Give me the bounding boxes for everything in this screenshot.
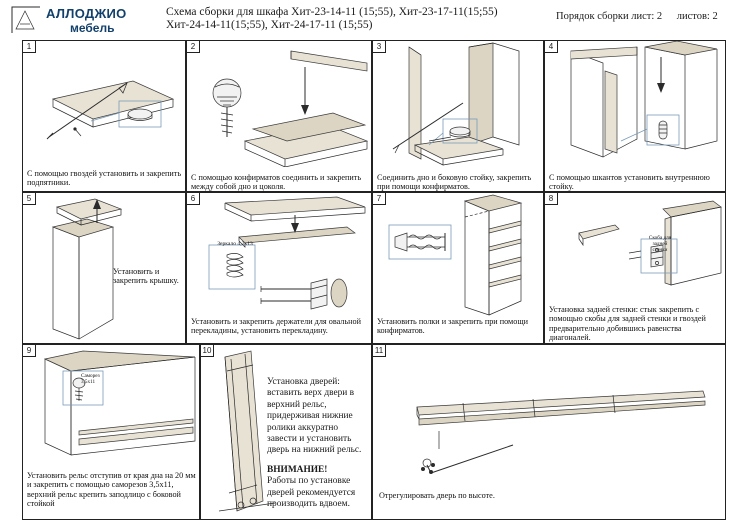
step-panel-8 <box>544 192 726 344</box>
step-9-caption: Установить рельс отступив от края дна на 20 мм и закрепить с помощью саморезов 3,5х11, верхний рельс крепить заподлицо с боковой стойкой <box>27 471 196 509</box>
step-panel-5 <box>22 192 186 344</box>
step-1-caption: С помощью гвоздей установить и закрепить подпятники. <box>27 169 182 188</box>
step-number-1: 1 <box>23 41 36 53</box>
door-warning-line2: дверей рекомендуется <box>267 487 356 498</box>
sheet-meta <box>556 11 746 22</box>
step-panel-10 <box>200 344 372 520</box>
door-text-line3: верхний рельс, <box>267 399 327 410</box>
step-panel-9 <box>22 344 200 520</box>
step-6-caption: Установить и закрепить держатели для овальной перекладины, установить перекладину. <box>191 317 361 336</box>
step-9-part-label: Саморез 3,5х11 <box>81 373 100 385</box>
step-8-illustration <box>545 193 726 305</box>
step-panel-3 <box>372 40 544 192</box>
step-7-illustration <box>373 193 544 321</box>
door-install-text <box>267 377 371 510</box>
step-number-5: 5 <box>23 193 36 205</box>
step-panel-2 <box>186 40 372 192</box>
step-11-illustration <box>373 345 726 487</box>
step-8-part-label: Скоба для задней стенки <box>648 235 672 253</box>
step-9-illustration <box>23 345 200 469</box>
step-6-part-label: Зеркало 4,2х13 <box>217 241 253 247</box>
step-number-9: 9 <box>23 345 36 357</box>
step-number-10: 10 <box>201 345 214 357</box>
sheet-header <box>0 0 748 40</box>
step-5-caption: Установить и закрепить крышку. <box>113 267 179 286</box>
door-text-line7: дверь на нижний рельс. <box>267 445 362 456</box>
step-number-3: 3 <box>373 41 386 53</box>
door-text-line2: вставить верх двери в <box>267 388 355 399</box>
step-4-illustration <box>545 41 726 167</box>
door-warning-line3: производить вдвоем. <box>267 499 350 510</box>
door-text-line5: ролики аккуратно <box>267 422 339 433</box>
step-number-11: 11 <box>373 345 386 357</box>
sheet-number: Порядок сборки лист: 2 <box>556 11 663 22</box>
letter-a-logo-icon <box>10 5 42 35</box>
step-6-illustration <box>187 193 372 321</box>
door-warning-line1: Работы по установке <box>267 476 351 487</box>
brand-subtitle: мебель <box>70 21 115 35</box>
sheet-total: листов: 2 <box>676 11 718 22</box>
door-text-line6: завести и установить <box>267 434 352 445</box>
step-panel-6 <box>186 192 372 344</box>
step-panel-1 <box>22 40 186 192</box>
step-1-illustration <box>23 41 186 161</box>
step-3-caption: Соединить дно и боковую стойку, закрепить при помощи конфирматов. <box>377 173 532 192</box>
door-warning-title: ВНИМАНИЕ! <box>267 464 328 475</box>
door-text-line1: Установка дверей: <box>267 377 340 387</box>
step-2-caption: С помощью конфирматов соединить и закрепить между собой дно и цоколя. <box>191 173 362 192</box>
step-11-caption: Отрегулировать дверь по высоте. <box>379 491 495 500</box>
step-7-caption: Установить полки и закрепить при помощи конфирматов. <box>377 317 529 336</box>
brand-name: АЛЛОДЖИО <box>46 6 127 21</box>
step-number-6: 6 <box>187 193 200 205</box>
step-3-illustration <box>373 41 544 167</box>
step-panel-11 <box>372 344 726 520</box>
page-title-line2: Хит-24-14-11(15;55), Хит-24-17-11 (15;55) <box>166 18 373 31</box>
step-number-2: 2 <box>187 41 200 53</box>
step-panel-4 <box>544 40 726 192</box>
brand-logo <box>10 4 160 38</box>
step-4-caption: С помощью шкантов установить внутреннюю стойку. <box>549 173 710 192</box>
step-number-4: 4 <box>545 41 558 53</box>
step-2-illustration <box>187 41 372 167</box>
page-title-line1: Схема сборки для шкафа Хит-23-14-11 (15;55), Хит-23-17-11(15;55) <box>166 6 498 18</box>
step-8-caption: Установка задней стенки: стык закрепить с помощью скобы для задней стенки и гвоздей предварительно добившись равенства диагоналей. <box>549 305 706 343</box>
page-title <box>166 6 546 31</box>
door-text-line4: придерживая нижние <box>267 411 353 422</box>
step-number-7: 7 <box>373 193 386 205</box>
step-number-8: 8 <box>545 193 558 205</box>
step-panel-7 <box>372 192 544 344</box>
